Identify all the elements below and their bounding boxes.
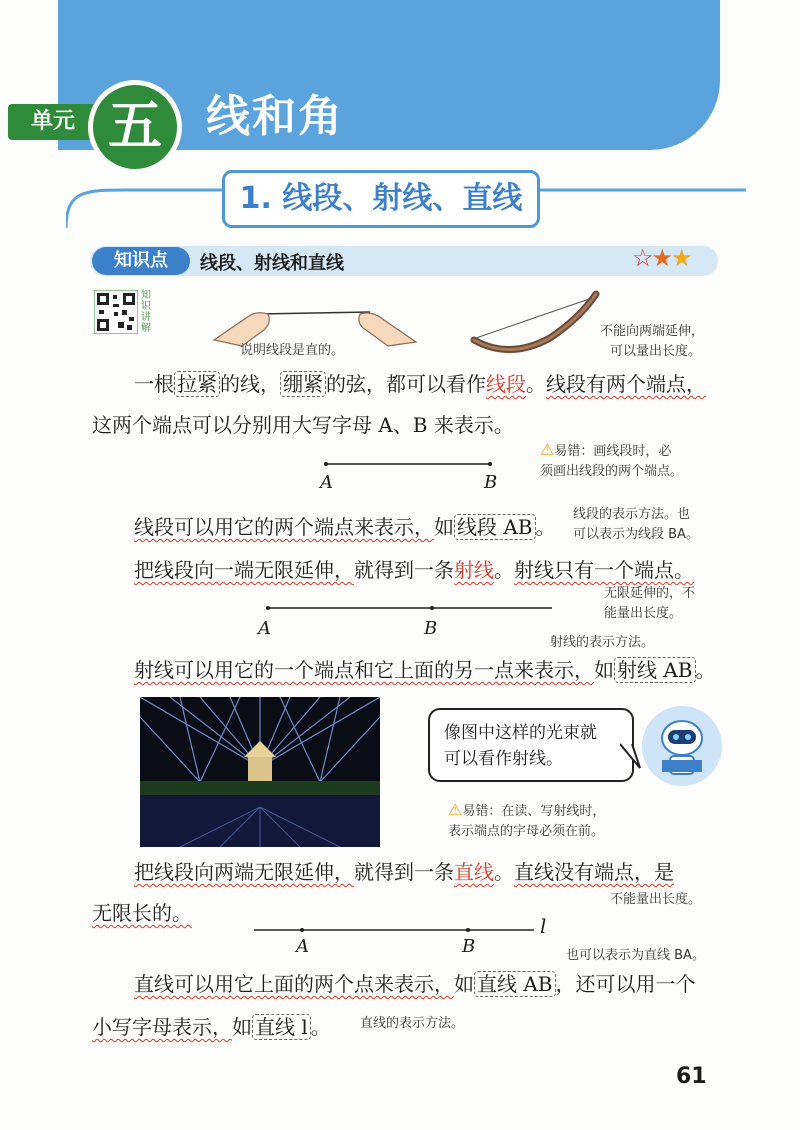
- segment-label-a: A: [320, 472, 333, 493]
- paragraph-5-line-1: 把线段向两端无限延伸，就得到一条直线。直线没有端点，是: [134, 860, 674, 884]
- unit-number-badge: 五: [88, 80, 182, 174]
- segment-figure: [318, 458, 498, 494]
- ray-representation-note: 射线的表示方法。: [550, 635, 655, 650]
- paragraph-4: 射线可以用它的一个端点和它上面的另一点来表示，如 射线 AB 。: [134, 658, 716, 682]
- line-length-note: 不能量出长度。: [610, 892, 702, 907]
- segment-representation-note: 线段的表示方法。也 可以表示为线段 BA。: [573, 507, 699, 542]
- line-ba-note: 也可以表示为直线 BA。: [566, 948, 705, 963]
- page-number: 61: [676, 1064, 707, 1089]
- bubble-tail: [620, 740, 642, 770]
- mistake-note-1: ⚠易错：画线段时，必 须画出线段的两个端点。: [540, 440, 684, 479]
- line-label-b: B: [462, 936, 476, 957]
- star-icon: ☆: [632, 244, 652, 272]
- star-icon: ★: [651, 244, 672, 272]
- unit-label: 单元: [8, 104, 98, 140]
- line-label-a: A: [296, 936, 309, 957]
- paragraph-5-line-2: 无限长的。: [92, 901, 192, 925]
- paragraph-6: 直线可以用它上面的两个点来表示，如 直线 AB ，还可以用一个: [134, 972, 696, 996]
- difficulty-stars: [632, 244, 691, 272]
- ray-figure: [262, 600, 556, 620]
- rope-note: 说明线段是直的。: [240, 343, 345, 358]
- line-representation-note: 直线的表示方法。: [360, 1016, 465, 1031]
- warning-icon: ⚠: [540, 440, 555, 459]
- qr-label: 知 识 讲 解: [141, 290, 151, 334]
- knowledge-pill: 知识点: [92, 247, 190, 275]
- light-beams-photo: [140, 697, 380, 847]
- line-label-l: l: [540, 914, 547, 938]
- ray-label-a: A: [258, 618, 271, 639]
- ray-label-b: B: [424, 618, 438, 639]
- paragraph-7: 小写字母表示，如 直线 l 。: [92, 1015, 331, 1039]
- warning-icon: ⚠: [448, 800, 463, 819]
- bow-illustration: [470, 288, 600, 360]
- mistake-note-2: ⚠易错：在读、写射线时， 表示端点的字母必须在前。: [448, 800, 606, 839]
- segment-label-b: B: [484, 472, 498, 493]
- paragraph-1-line-1: 一根 拉紧 的线， 绷紧 的弦，都可以看作线段。线段有两个端点，: [134, 372, 706, 396]
- qr-code-icon[interactable]: [94, 290, 138, 334]
- ray-infinite-note: 无限延伸的，不 能量出长度。: [604, 586, 696, 621]
- lesson-title: 1. 线段、射线、直线: [222, 170, 540, 228]
- paragraph-2: 线段可以用它的两个端点来表示，如 线段 AB 。: [134, 515, 556, 539]
- hands-rope-illustration: [212, 290, 418, 348]
- paragraph-3: 把线段向一端无限延伸，就得到一条射线。射线只有一个端点。: [134, 558, 694, 582]
- bow-note: 不能向两端延伸， 可以量出长度。: [600, 324, 705, 359]
- speech-bubble: 像图中这样的光束就 可以看作射线。: [428, 708, 634, 782]
- star-icon: ★: [671, 244, 691, 272]
- robot-mascot-icon: [640, 704, 724, 788]
- unit-title: 线和角: [206, 91, 344, 142]
- paragraph-1-line-2: 这两个端点可以分别用大写字母 A、B 来表示。: [92, 413, 514, 437]
- knowledge-title: 线段、射线和直线: [200, 253, 344, 274]
